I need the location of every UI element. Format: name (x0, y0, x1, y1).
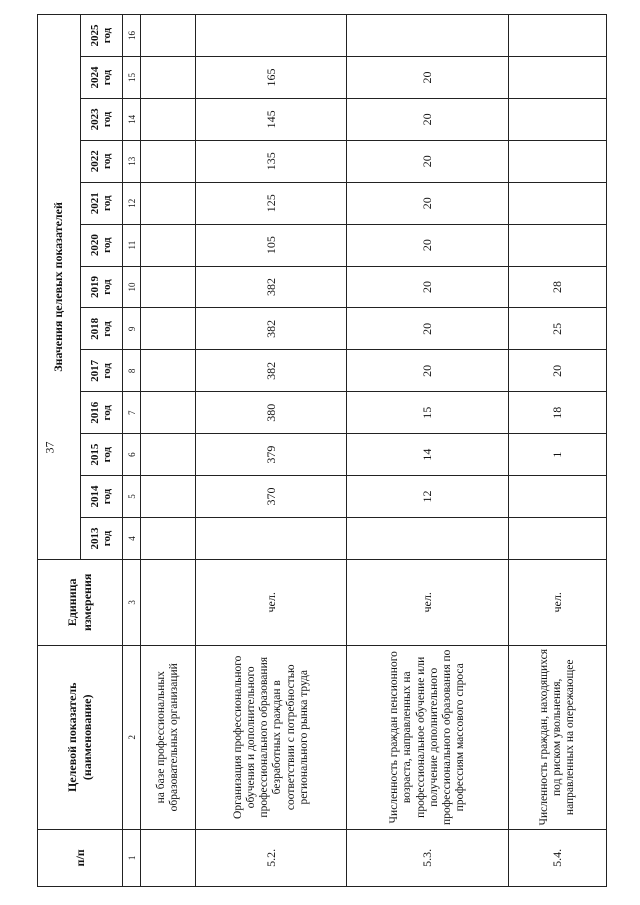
value-cell: 20 (347, 350, 509, 392)
value-cell: 28 (509, 266, 607, 308)
target-indicators-table (37, 14, 607, 887)
col-number: 2 (123, 645, 141, 829)
value-cell (141, 57, 196, 99)
value-cell (509, 15, 607, 57)
year-header: 2015 год (80, 434, 123, 476)
value-cell: 14 (347, 434, 509, 476)
value-cell: 1 (509, 434, 607, 476)
indicator-name: на базе профессиональных образовательных организаций (141, 645, 196, 829)
value-cell: 379 (196, 434, 347, 476)
value-cell: 18 (509, 392, 607, 434)
value-cell (509, 98, 607, 140)
year-header: 2017 год (80, 350, 123, 392)
unit-cell (141, 559, 196, 645)
unit-cell: чел. (196, 559, 347, 645)
value-cell: 20 (347, 224, 509, 266)
value-cell: 145 (196, 98, 347, 140)
value-cell (141, 392, 196, 434)
value-cell (141, 140, 196, 182)
value-cell: 382 (196, 308, 347, 350)
value-cell: 20 (347, 182, 509, 224)
col-number: 6 (123, 434, 141, 476)
value-cell (141, 182, 196, 224)
year-header: 2019 год (80, 266, 123, 308)
value-cell: 20 (347, 140, 509, 182)
value-cell: 15 (347, 392, 509, 434)
value-cell (509, 182, 607, 224)
value-cell (347, 15, 509, 57)
value-cell: 20 (509, 350, 607, 392)
value-cell: 20 (347, 57, 509, 99)
value-cell: 370 (196, 476, 347, 518)
row-num: 5.3. (347, 829, 509, 886)
value-cell: 135 (196, 140, 347, 182)
value-cell (141, 266, 196, 308)
column-numbers-row (123, 15, 141, 887)
col-number: 7 (123, 392, 141, 434)
row-num (141, 829, 196, 886)
value-cell (509, 140, 607, 182)
value-cell (141, 476, 196, 518)
year-header: 2020 год (80, 224, 123, 266)
value-cell: 20 (347, 98, 509, 140)
value-cell (196, 518, 347, 560)
year-header: 2022 год (80, 140, 123, 182)
value-cell: 25 (509, 308, 607, 350)
col-number: 8 (123, 350, 141, 392)
value-cell: 382 (196, 350, 347, 392)
header-unit: Единица измерения (38, 559, 123, 645)
year-header: 2014 год (80, 476, 123, 518)
col-number: 10 (123, 266, 141, 308)
value-cell (141, 518, 196, 560)
year-header: 2013 год (80, 518, 123, 560)
col-number: 15 (123, 57, 141, 99)
year-header: 2016 год (80, 392, 123, 434)
header-values: Значения целевых показателей (38, 15, 81, 560)
value-cell: 20 (347, 266, 509, 308)
header-num: п/п (38, 829, 123, 886)
value-cell (509, 518, 607, 560)
col-number: 12 (123, 182, 141, 224)
value-cell: 165 (196, 57, 347, 99)
value-cell (141, 15, 196, 57)
col-number: 16 (123, 15, 141, 57)
col-number: 9 (123, 308, 141, 350)
col-number: 1 (123, 829, 141, 886)
value-cell (141, 434, 196, 476)
col-number: 3 (123, 559, 141, 645)
col-number: 5 (123, 476, 141, 518)
col-number: 13 (123, 140, 141, 182)
year-header: 2023 год (80, 98, 123, 140)
value-cell: 380 (196, 392, 347, 434)
value-cell: 105 (196, 224, 347, 266)
table-row (347, 15, 509, 887)
unit-cell: чел. (347, 559, 509, 645)
year-header: 2025 год (80, 15, 123, 57)
table-row (141, 15, 196, 887)
value-cell (141, 350, 196, 392)
year-header: 2018 год (80, 308, 123, 350)
value-cell (509, 224, 607, 266)
value-cell: 382 (196, 266, 347, 308)
rotated-table-container (37, 14, 607, 887)
row-num: 5.2. (196, 829, 347, 886)
value-cell (141, 224, 196, 266)
row-num: 5.4. (509, 829, 607, 886)
col-number: 14 (123, 98, 141, 140)
value-cell (141, 308, 196, 350)
table-row (509, 15, 607, 887)
value-cell (509, 57, 607, 99)
indicator-name: Численность граждан пенсионного возраста, направленных на профессиональное обучение или получение дополнительного профессионального образования по профессиям массового спроса (347, 645, 509, 829)
year-header: 2021 год (80, 182, 123, 224)
indicator-name: Организация профессионального обучения и дополнительного профессионального образования безработных граждан в соответствии с потребностью регионального рынка труда (196, 645, 347, 829)
col-number: 4 (123, 518, 141, 560)
unit-cell: чел. (509, 559, 607, 645)
value-cell (196, 15, 347, 57)
value-cell: 12 (347, 476, 509, 518)
year-header: 2024 год (80, 57, 123, 99)
header-indicator: Целевой показатель (наименование) (38, 645, 123, 829)
value-cell: 125 (196, 182, 347, 224)
value-cell: 20 (347, 308, 509, 350)
indicator-name: Численность граждан, находящихся под риском увольнения, направленных на опережающее (509, 645, 607, 829)
table-row (196, 15, 347, 887)
value-cell (141, 98, 196, 140)
value-cell (509, 476, 607, 518)
page-number: 37 (42, 441, 57, 454)
col-number: 11 (123, 224, 141, 266)
value-cell (347, 518, 509, 560)
